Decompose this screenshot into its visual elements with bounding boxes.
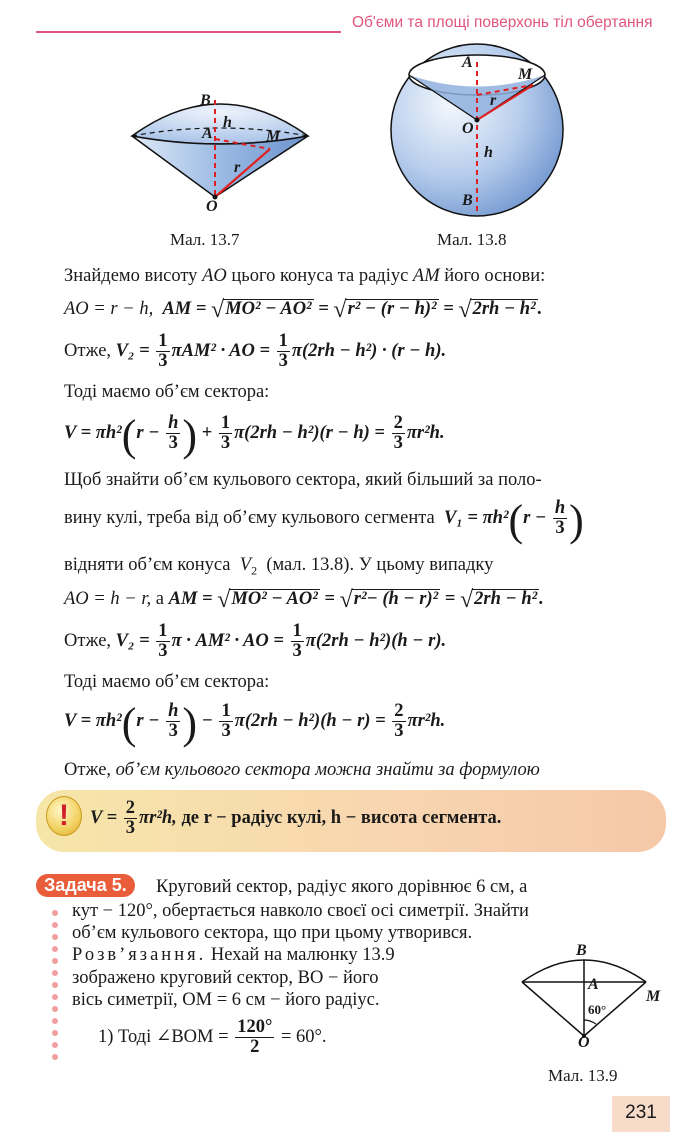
angle-label: 60°: [588, 1002, 607, 1017]
label-h: h: [484, 144, 493, 161]
text-line: Отже, об’єм кульового сектора можна знайти за формулою: [64, 760, 540, 780]
label-a: A: [462, 54, 473, 71]
step-line: 1) Тоді ∠BOM = $\frac{120^\circ}{2}$ = 60°.: [98, 1017, 327, 1058]
margin-dots: [52, 910, 58, 1066]
label-b: B: [576, 942, 587, 959]
header-rule: [36, 31, 341, 33]
text-line: Щоб знайти об’єм кульового сектора, який більший за поло-: [64, 470, 542, 490]
page-number: 231: [612, 1096, 670, 1132]
task-text: об’єм кульового сектора, що при цьому утворився.: [72, 923, 473, 943]
label-o: O: [462, 120, 474, 137]
formula-line: V = πh²(r − $\frac{h}{3}$ ) − $\frac{1}{3}$ π(2rh − h²)(h − r) = $\frac{2}{3}$ πr²h.: [64, 699, 446, 749]
label-r: r: [234, 159, 241, 176]
text-line: відняти об’єм конуса $V_2$ (мал. 13.8). У цьому випадку: [64, 555, 494, 578]
figure-13-7: [120, 82, 320, 222]
label-h: h: [223, 114, 232, 131]
text-line: вину кулі, треба від об’єму кульового сегмента V₁ = πh²(r − $\frac{h}{3}$ ): [64, 496, 584, 546]
task-text: кут − 120°, обертається навколо своєї осі симетрії. Знайти: [72, 901, 529, 921]
chapter-title: Об'єми та площі поверхонь тіл обертання: [352, 14, 653, 31]
label-a: A: [588, 976, 599, 993]
label-m: M: [518, 66, 533, 83]
formula-line: V = πh²(r − $\frac{h}{3}$ ) + $\frac{1}{3}$ π(2rh − h²)(r − h) = $\frac{2}{3}$ πr²h.: [64, 411, 445, 461]
solution-line: Розв’язання. Нехай на малюнку 13.9: [72, 945, 395, 965]
caption-13-9: Мал. 13.9: [548, 1066, 618, 1085]
label-m: M: [266, 128, 281, 145]
task-text: зображено круговий сектор, BO − його: [72, 968, 379, 988]
banner-formula: V = $\frac{2}{3}$ πr²h, де r − радіус кулі, h − висота сегмента.: [90, 798, 502, 839]
label-o: O: [578, 1034, 590, 1051]
text-line: Тоді маємо об’єм сектора:: [64, 672, 270, 692]
task-badge: Задача 5.: [36, 874, 135, 897]
label-b: B: [462, 192, 473, 209]
text-line: Знайдемо висоту AO цього конуса та радіус AM його основи:: [64, 266, 546, 286]
label-m: M: [646, 988, 661, 1005]
label-r: r: [490, 92, 497, 109]
formula-line: Отже, V₂ = $\frac{1}{3}$ π · AM² · AO = $\frac{1}{3}$ π(2rh − h²)(h − r).: [64, 621, 447, 662]
text-line: Тоді маємо об’єм сектора:: [64, 382, 270, 402]
task-text: вісь симетрії, OM = 6 см − його радіус.: [72, 990, 380, 1010]
exclamation-icon: !: [46, 796, 82, 836]
task-text: Круговий сектор, радіус якого дорівнює 6 см, а: [156, 877, 528, 897]
caption-13-7: Мал. 13.7: [170, 230, 240, 249]
label-o: O: [206, 198, 218, 215]
formula-line: AO = h − r, а AM = √MO² − AO² = √r²− (h − r)² = √2rh − h² .: [64, 587, 544, 613]
formula-line: AO = r − h, AM = √MO² − AO² = √r² − (r − h)² = √2rh − h² .: [64, 297, 543, 323]
label-a: A: [202, 125, 213, 142]
caption-13-8: Мал. 13.8: [437, 230, 507, 249]
figure-13-8: [388, 40, 568, 220]
figure-13-9: [512, 942, 662, 1051]
label-b: B: [200, 92, 211, 109]
formula-line: Отже, V₂ = $\frac{1}{3}$ πAM² · AO = $\frac{1}{3}$ π(2rh − h²) · (r − h).: [64, 331, 447, 372]
